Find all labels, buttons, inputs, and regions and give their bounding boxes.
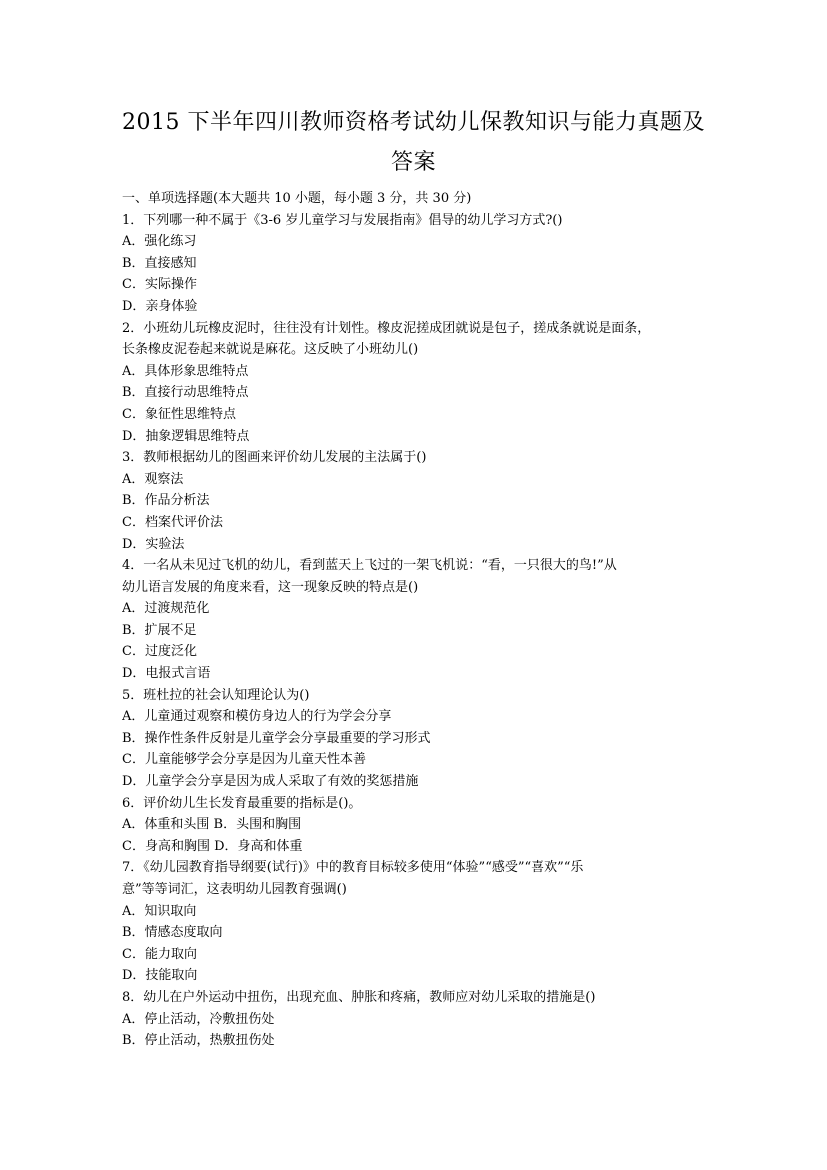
question-5-option-b: B．操作性条件反射是儿童学会分享最重要的学习形式	[122, 730, 431, 746]
question-7-option-d: D．技能取向	[122, 968, 198, 984]
question-6-options-cd: C．身高和胸围 D．身高和体重	[122, 838, 303, 854]
document-body	[122, 188, 712, 1052]
question-3-option-b: B．作品分析法	[122, 493, 210, 509]
question-3-option-d: D．实验法	[122, 536, 185, 552]
section-heading: 一、单项选择题(本大题共 10 小题，每小题 3 分，共 30 分)	[122, 191, 472, 206]
question-5: 5．班杜拉的社会认知理论认为()	[122, 687, 310, 703]
question-7-option-a: A．知识取向	[122, 903, 197, 919]
question-1-option-d: D．亲身体验	[122, 298, 198, 314]
question-8-option-a: A．停止活动，冷敷扭伤处	[122, 1011, 275, 1027]
question-5-option-a: A．儿童通过观察和模仿身边人的行为学会分享	[122, 709, 392, 725]
question-4: 4．一名从未见过飞机的幼儿，看到蓝天上飞过的一架飞机说：“看，一只很大的鸟!”从	[122, 558, 617, 574]
question-1-option-c: C．实际操作	[122, 277, 197, 293]
question-4-continued: 幼儿语言发展的角度来看，这一现象反映的特点是()	[122, 579, 419, 595]
question-2-option-c: C．象征性思维特点	[122, 406, 236, 422]
question-1-option-b: B．直接感知	[122, 255, 197, 271]
question-3: 3．教师根据幼儿的图画来评价幼儿发展的主法属于()	[122, 450, 427, 466]
question-7: 7．《幼儿园教育指导纲要(试行)》中的教育目标较多使用“体验”“感受”“喜欢”“乐	[122, 860, 584, 876]
question-2-continued: 长条橡皮泥卷起来就说是麻花。这反映了小班幼儿()	[122, 342, 419, 358]
question-7-continued: 意”等等词汇，这表明幼儿园教育强调()	[122, 882, 347, 897]
question-4-option-a: A．过渡规范化	[122, 601, 210, 617]
question-5-option-c: C．儿童能够学会分享是因为儿童天性本善	[122, 752, 366, 768]
question-7-option-b: B．情感态度取向	[122, 925, 223, 941]
question-2-option-d: D．抽象逻辑思维特点	[122, 428, 250, 444]
question-3-option-a: A．观察法	[122, 471, 184, 487]
question-7-option-c: C．能力取向	[122, 946, 197, 962]
question-1-option-a: A．强化练习	[122, 234, 197, 250]
question-4-option-d: D．电报式言语	[122, 666, 211, 682]
question-4-option-c: C．过度泛化	[122, 644, 197, 660]
question-8-option-b: B．停止活动，热敷扭伤处	[122, 1033, 275, 1049]
document-title-line-1: 2015 下半年四川教师资格考试幼儿保教知识与能力真题及	[122, 110, 705, 135]
question-4-option-b: B．扩展不足	[122, 622, 197, 638]
question-2: 2．小班幼儿玩橡皮泥时，往往没有计划性。橡皮泥搓成团就说是包子，搓成条就说是面条，	[122, 320, 651, 336]
question-5-option-d: D．儿童学会分享是因为成人采取了有效的奖惩措施	[122, 774, 419, 790]
question-2-option-a: A．具体形象思维特点	[122, 363, 249, 379]
question-2-option-b: B．直接行动思维特点	[122, 385, 249, 401]
question-3-option-c: C．档案代评价法	[122, 514, 223, 530]
question-6: 6．评价幼儿生长发育最重要的指标是()。	[122, 795, 362, 811]
question-6-options-ab: A．体重和头围 B．头围和胸围	[122, 817, 302, 833]
document-title-line-2: 答案	[390, 150, 436, 175]
question-8: 8．幼儿在户外运动中扭伤，出现充血、肿胀和疼痛，教师应对幼儿采取的措施是()	[122, 989, 596, 1005]
question-1: 1．下列哪一种不属于《3-6 岁儿童学习与发展指南》倡导的幼儿学习方式?()	[122, 212, 563, 228]
